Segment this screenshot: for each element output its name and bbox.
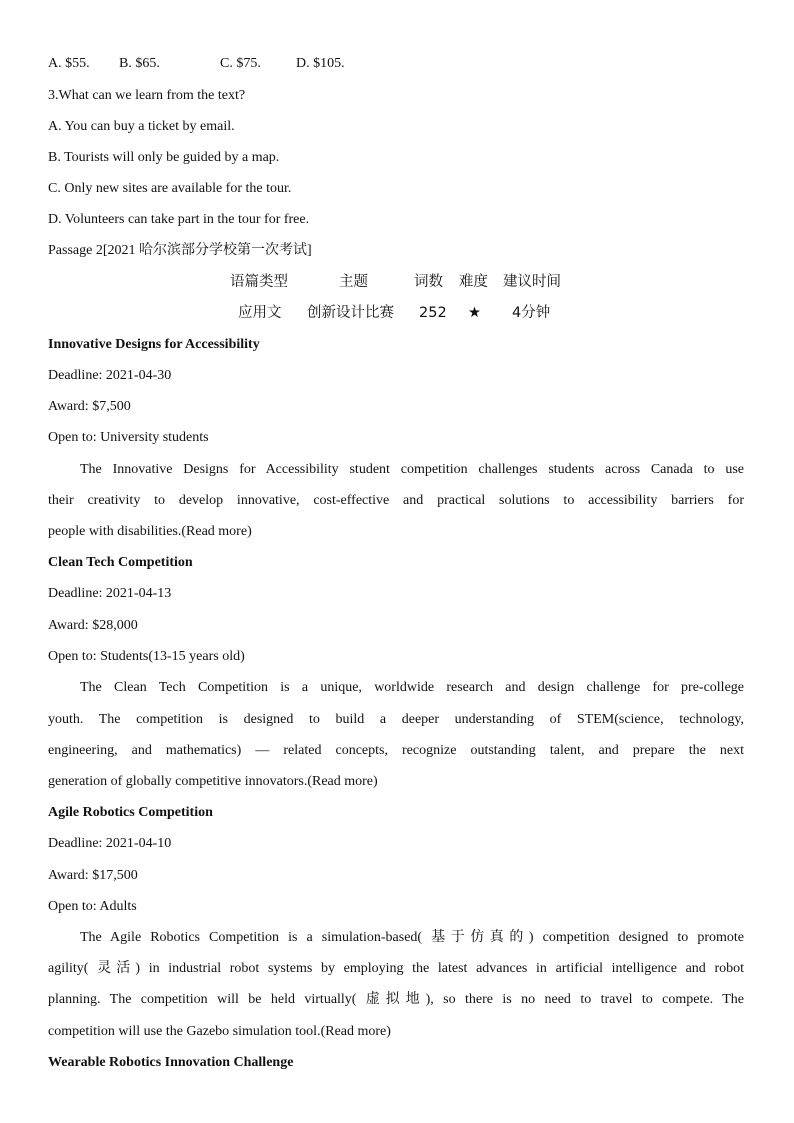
competition-description-line: agility( 灵活) in industrial robot systems by employing the latest advances in artificial intelligence and robot: [48, 961, 744, 976]
q2-option-c: C. $75.: [220, 56, 261, 71]
competition-deadline: Deadline: 2021-04-10: [48, 836, 172, 851]
competition-title: Innovative Designs for Accessibility: [48, 337, 260, 352]
meta-value-words: 252: [419, 305, 447, 321]
meta-header-topic: 主题: [339, 274, 368, 290]
competition-eligibility: Open to: University students: [48, 430, 209, 445]
competition-eligibility: Open to: Students(13-15 years old): [48, 649, 245, 664]
competition-award: Award: $17,500: [48, 868, 138, 883]
competition-award: Award: $7,500: [48, 399, 131, 414]
q3-option-b: B. Tourists will only be guided by a map.: [48, 150, 280, 165]
competition-description-line: competition will use the Gazebo simulation tool.(Read more): [48, 1024, 391, 1039]
competition-description-line: people with disabilities.(Read more): [48, 524, 252, 539]
q2-option-d: D. $105.: [296, 56, 345, 71]
meta-value-difficulty: ★: [468, 305, 481, 321]
competition-deadline: Deadline: 2021-04-30: [48, 368, 172, 383]
meta-header-words: 词数: [414, 274, 443, 290]
passage-header: Passage 2[2021 哈尔滨部分学校第一次考试]: [48, 243, 312, 258]
competition-eligibility: Open to: Adults: [48, 899, 137, 914]
q2-options: [48, 55, 345, 73]
competition-description-line: youth. The competition is designed to build a deeper understanding of STEM(science, technology,: [48, 712, 744, 727]
q3-option-a: A. You can buy a ticket by email.: [48, 119, 235, 134]
competition-title: Agile Robotics Competition: [48, 805, 213, 820]
competition-deadline: Deadline: 2021-04-13: [48, 586, 172, 601]
q3-option-c: C. Only new sites are available for the tour.: [48, 181, 292, 196]
meta-value-type: 应用文: [238, 305, 282, 321]
q2-option-a: A. $55.: [48, 56, 90, 71]
competition-description-line: planning. The competition will be held virtually( 虚拟地), so there is no need to travel to compete. The: [48, 992, 744, 1007]
q3-stem: 3.What can we learn from the text?: [48, 88, 246, 103]
meta-header-difficulty: 难度: [459, 274, 488, 290]
competition-description-line: The Innovative Designs for Accessibility student competition challenges students across Canada to use: [80, 462, 744, 477]
competition-description-line: The Agile Robotics Competition is a simulation-based( 基于仿真的) competition designed to promote: [80, 930, 744, 945]
competition-award: Award: $28,000: [48, 618, 138, 633]
q3-option-d: D. Volunteers can take part in the tour for free.: [48, 212, 310, 227]
meta-header-time: 建议时间: [503, 274, 561, 290]
competition-description-line: generation of globally competitive innovators.(Read more): [48, 774, 378, 789]
competition-description-line: their creativity to develop innovative, cost-effective and practical solutions to accessibility barriers for: [48, 493, 744, 508]
meta-header-type: 语篇类型: [230, 274, 288, 290]
meta-value-topic: 创新设计比赛: [307, 305, 394, 321]
meta-value-time: 4分钟: [512, 305, 551, 321]
competition-title: Clean Tech Competition: [48, 555, 193, 570]
q2-option-b: B. $65.: [119, 56, 160, 71]
competition-description-line: The Clean Tech Competition is a unique, worldwide research and design challenge for pre-college: [80, 680, 744, 695]
competition-title: Wearable Robotics Innovation Challenge: [48, 1055, 294, 1070]
competition-description-line: engineering, and mathematics) — related concepts, recognize outstanding talent, and prepare the next: [48, 743, 744, 758]
